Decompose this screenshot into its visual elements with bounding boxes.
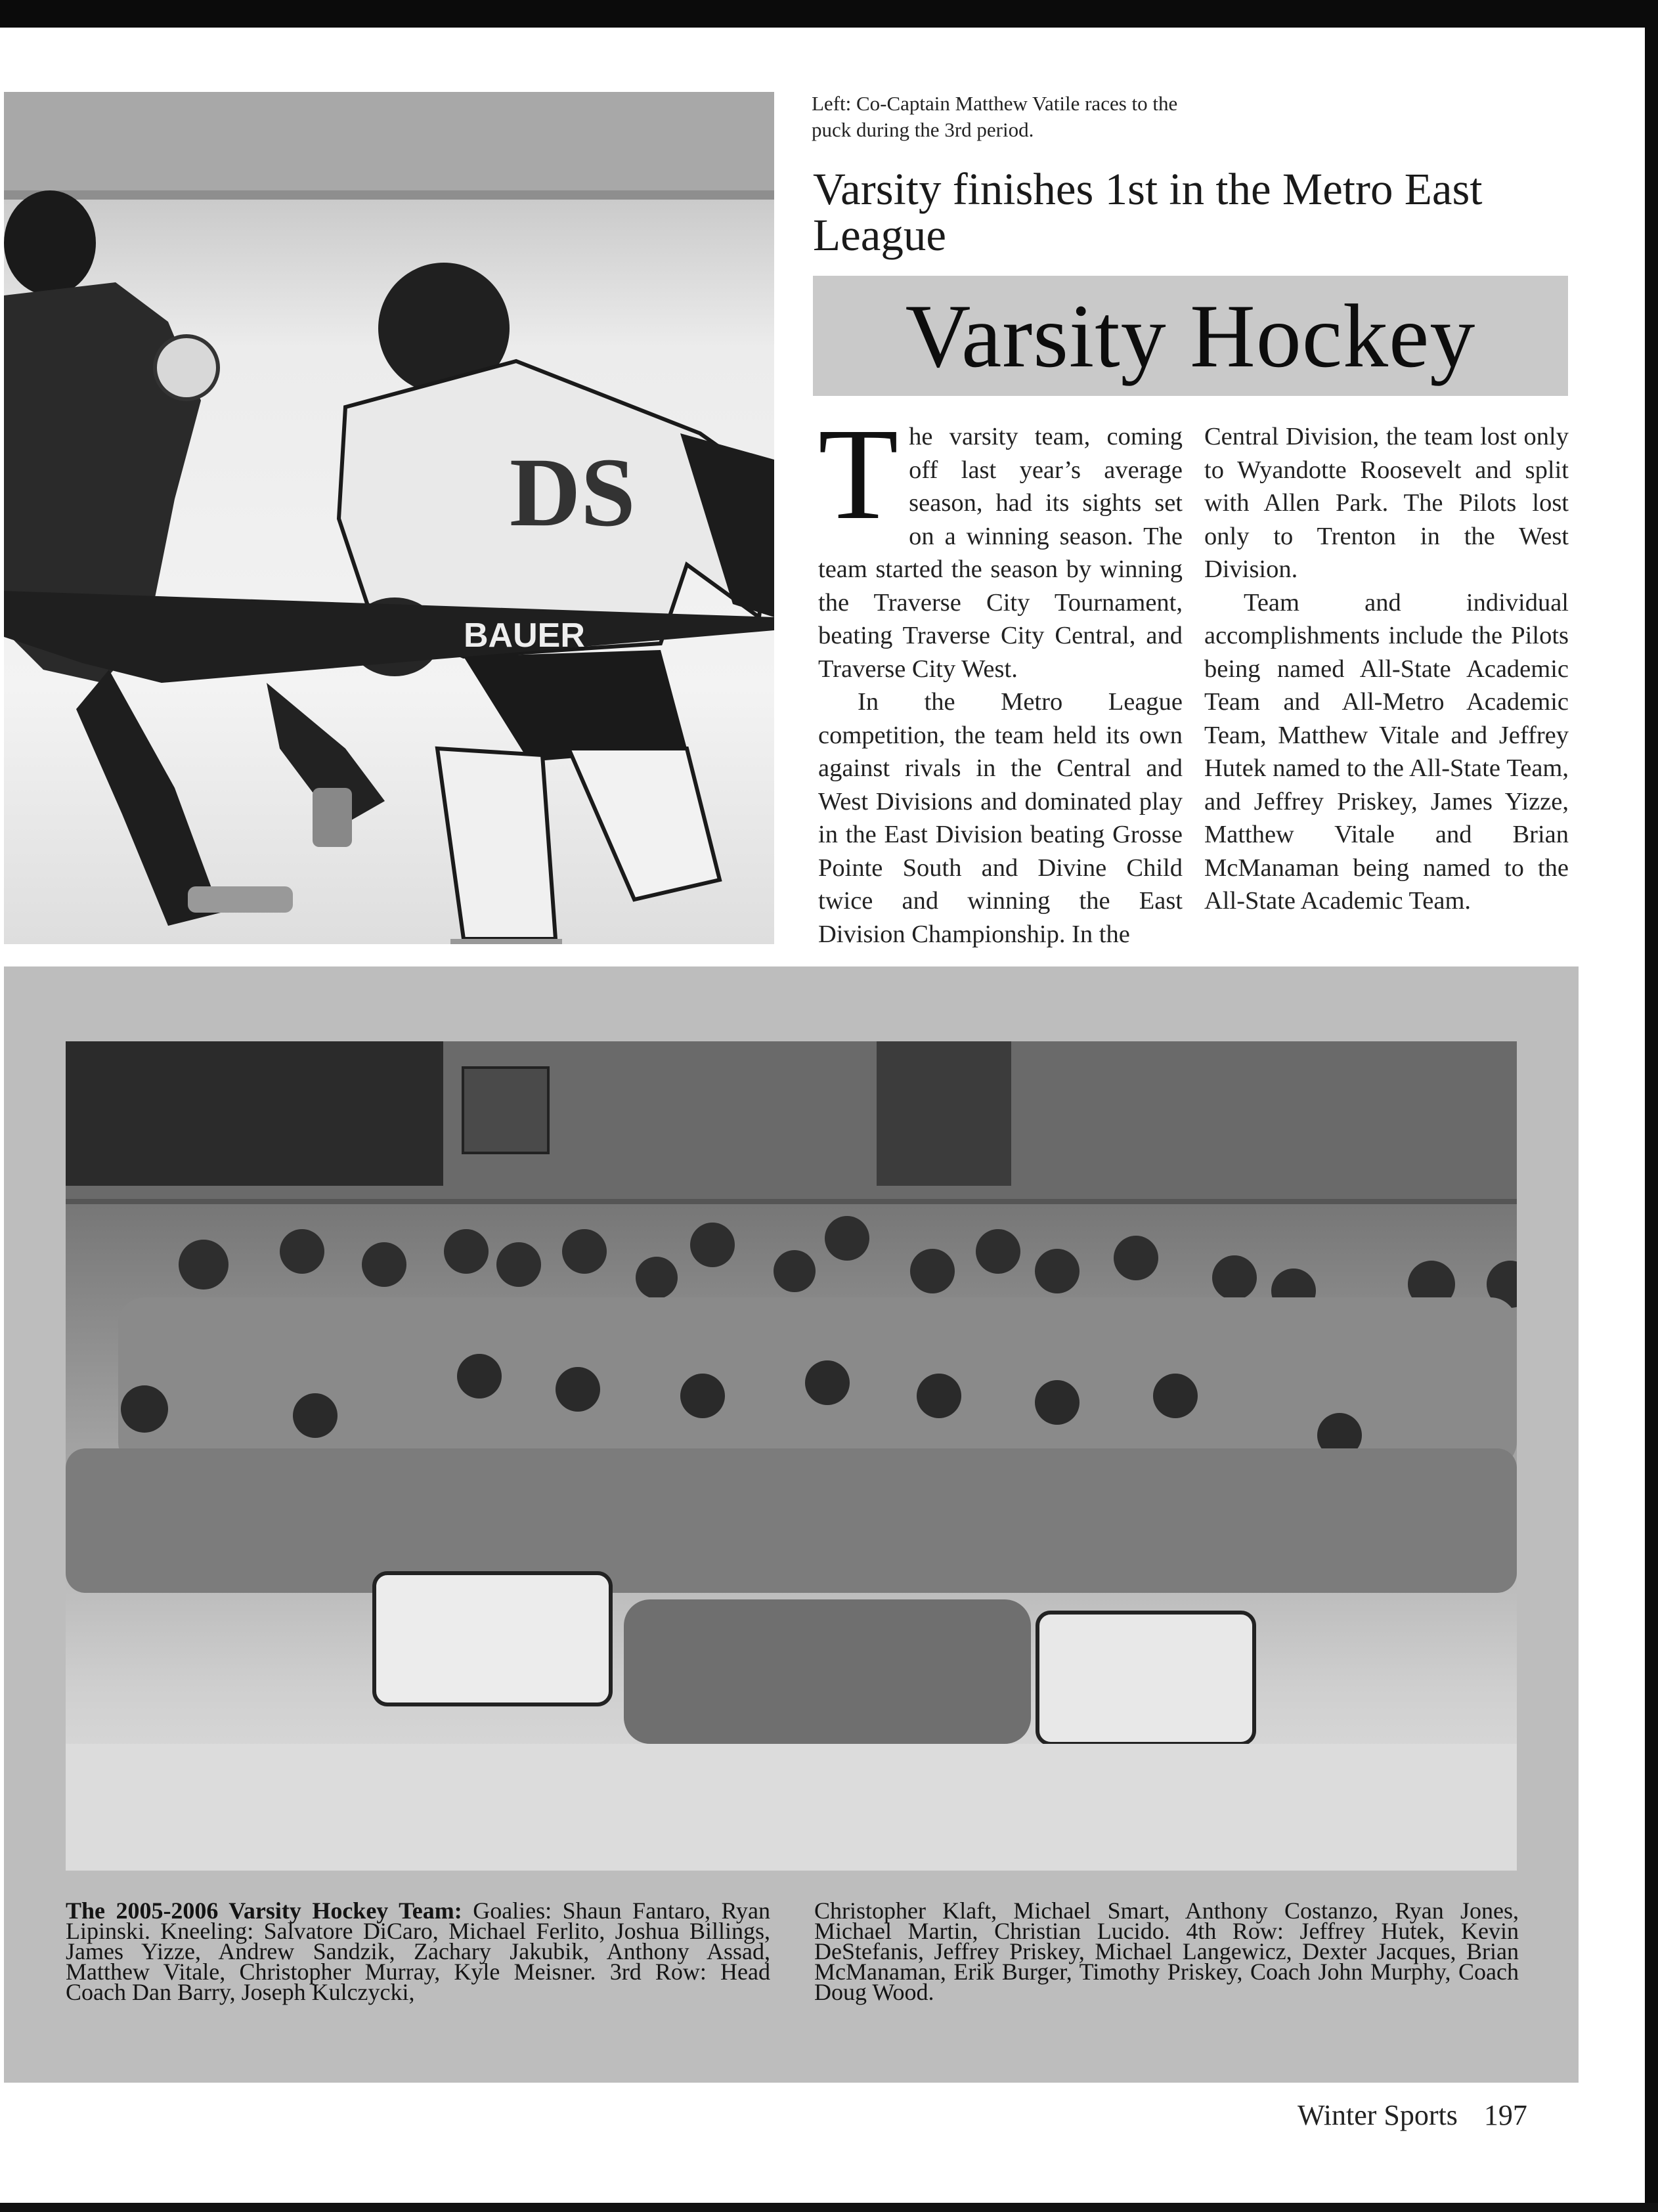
page-right-border: [1645, 0, 1658, 2212]
team-caption-right: Christopher Klaft, Michael Smart, Anthony Costanzo, Ryan Jones, Michael Martin, Christian Lucido. 4th Row: Jeffrey Hutek, Kevin DeStefanis, Jeffrey Priskey, Michael Langewicz, Dexter Jacques, Brian McManaman, Erik Burger, Timothy Priskey, Coach John Murphy, Coach Doug Wood.: [814, 1898, 1519, 2005]
ice-surface: [66, 1744, 1517, 1871]
drop-cap: T: [818, 402, 899, 547]
title-banner: [813, 276, 1568, 396]
paragraph-1: [818, 402, 1183, 685]
footer-section: Winter Sports: [1298, 2099, 1458, 2131]
team-caption-left-text: Goalies: Shaun Fantaro, Ryan Lipinski. Kneeling: Salvatore DiCaro, Michael Ferlito, Joshua Billings, James Yizze, Andrew Sandzik, Zachary Jakubik, Anthony Assad, Matthew Vitale, Christopher Murray, Kyle Meisner. 3rd Row: Head Coach Dan Barry, Joseph Kulczycki,: [66, 1898, 770, 2005]
team-caption-lead: The 2005-2006 Varsity Hockey Team:: [66, 1898, 462, 1924]
rink-board-edge: [4, 190, 774, 200]
page-top-border: [0, 0, 1658, 28]
glass-rail: [66, 1199, 1517, 1204]
page-number: 197: [1483, 2099, 1527, 2131]
team-caption-left: [66, 1898, 770, 2005]
paragraph-3: Central Division, the team lost only to Wyandotte Roosevelt and split with Allen Park. The Pilots lost only to Trenton in the West Division.: [1204, 423, 1569, 583]
team-group-photo: [66, 1041, 1517, 1871]
paragraph-1-text: he varsity team, coming off last year’s average season, had its sights set on a winning season. The team started the season by winning the Traverse City Tournament, beating Traverse City Central, and Traverse City West.: [818, 423, 1183, 683]
page-footer: [1298, 2098, 1527, 2132]
svg-text:DS: DS: [510, 438, 636, 547]
middle-row-jerseys: [66, 1448, 1517, 1593]
article-subhead: Varsity finishes 1st in the Metro East League: [813, 164, 1483, 260]
rink-boards: [4, 92, 774, 190]
goalie-pads-right: [1037, 1613, 1254, 1744]
hockey-players-illustration: [4, 92, 774, 944]
player-dark-jersey: [4, 190, 385, 926]
player-white-jersey: [339, 263, 774, 944]
wall-vent: [877, 1041, 1011, 1186]
action-photo: [4, 92, 774, 944]
photo-caption: Left: Co-Captain Matthew Vatile races to the puck during the 3rd period.: [812, 92, 1178, 141]
goalies: [624, 1599, 1031, 1744]
scoreboard: [66, 1041, 443, 1186]
page-bottom-border: [0, 2203, 1658, 2212]
goalie-pads-left: [374, 1573, 611, 1704]
wall-clock: [463, 1068, 548, 1153]
body-column-1: [818, 402, 1183, 951]
paragraph-4: Team and individual accomplishments include the Pilots being named All-State Academic Team and All-Metro Academic Team, Matthew Vitale and Jeffrey Hutek named to the All-State Team, and Jeffrey Priskey, James Yizze, Matthew Vitale and Brian McManaman being named to the All-State Academic Team.: [1204, 588, 1569, 915]
paragraph-2: In the Metro League competition, the team held its own against rivals in the Central and West Divisions and dominated play in the East Division beating Grosse Pointe South and Divine Child twice and winning the East Division Championship. In the: [818, 688, 1183, 948]
stick-brand-mark: BAUER: [464, 617, 585, 655]
article-title: Varsity Hockey: [905, 285, 1476, 386]
team-group-illustration: [66, 1041, 1517, 1871]
body-column-2: [1204, 420, 1569, 918]
